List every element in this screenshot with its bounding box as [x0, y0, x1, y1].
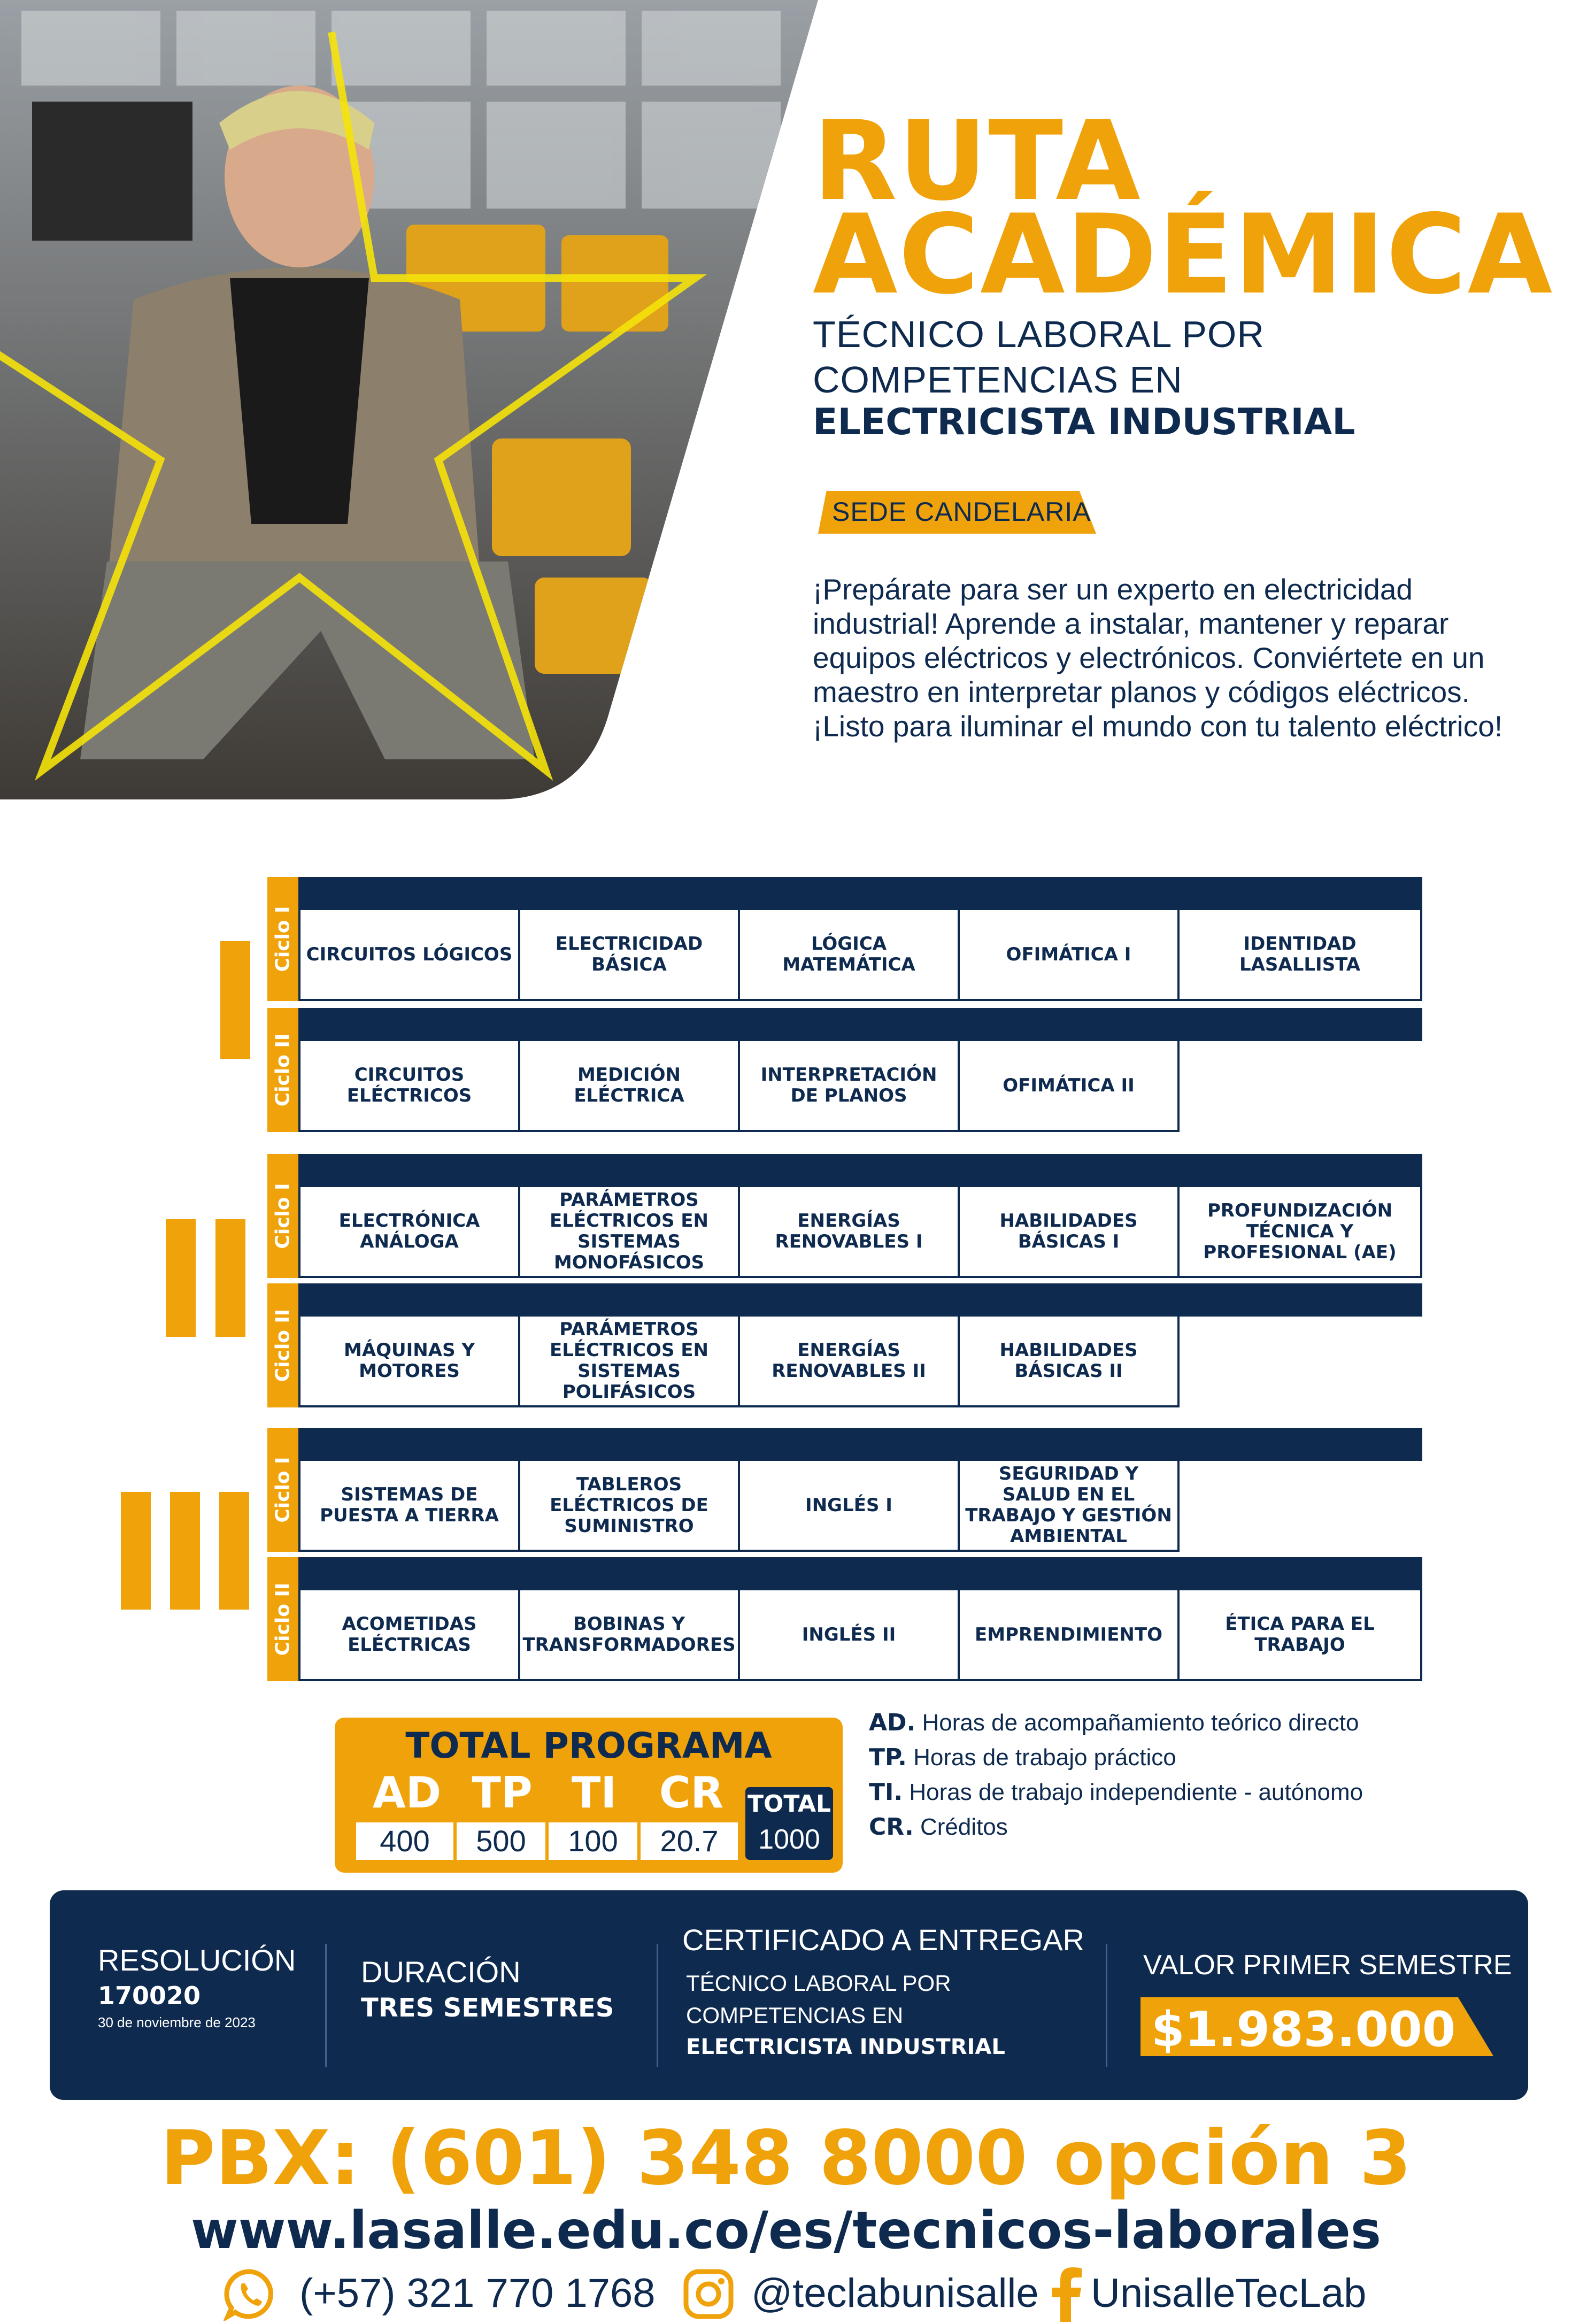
total-label-cr: CR — [659, 1768, 724, 1818]
resolucion-label: RESOLUCIÓN — [98, 1943, 296, 1977]
pbx-phone[interactable]: PBX: (601) 348 8000 opción 3 — [160, 2115, 1412, 2202]
price-value: $1.983.000 — [1151, 2002, 1456, 2058]
course-cell: CIRCUITOS LÓGICOS — [298, 910, 520, 1001]
course-cell: MÁQUINAS Y MOTORES — [298, 1317, 520, 1407]
total-sum-label: TOTAL — [747, 1790, 831, 1818]
resolucion-number: 170020 — [98, 1981, 201, 2010]
course-cell: ACOMETIDAS ELÉCTRICAS — [298, 1590, 520, 1681]
website-link[interactable]: www.lasalle.edu.co/es/tecnicos-laborales — [191, 2200, 1381, 2260]
course-cell: BOBINAS Y TRANSFORMADORES — [518, 1590, 740, 1681]
total-value-ti: 100 — [549, 1822, 637, 1860]
cycle-header-bar — [298, 1154, 1422, 1187]
cycle-header-bar — [298, 1283, 1422, 1317]
semester-2-numeral-bar-1 — [166, 1219, 196, 1337]
legend-ad: AD. Horas de acompañamiento teórico directo — [869, 1709, 1359, 1736]
course-cell: PROFUNDIZACIÓN TÉCNICA Y PROFESIONAL (AE) — [1177, 1187, 1422, 1278]
course-cell: ÉTICA PARA EL TRABAJO — [1177, 1590, 1422, 1681]
certificado-line3: ELECTRICISTA INDUSTRIAL — [686, 2035, 1005, 2059]
cycle-header-bar — [298, 1428, 1422, 1461]
course-cell: INTERPRETACIÓN DE PLANOS — [738, 1041, 960, 1132]
cycle-label: Ciclo I — [267, 1154, 298, 1278]
whatsapp-number[interactable]: (+57) 321 770 1768 — [299, 2271, 656, 2316]
course-cell: SEGURIDAD Y SALUD EN EL TRABAJO Y GESTIÓN AMBIENTAL — [958, 1461, 1180, 1552]
instagram-icon[interactable] — [682, 2267, 735, 2321]
course-cell: LÓGICA MATEMÁTICA — [738, 910, 960, 1001]
course-cell: CIRCUITOS ELÉCTRICOS — [298, 1041, 520, 1132]
cycle-label: Ciclo I — [267, 1428, 298, 1552]
semester-3-numeral-bar-3 — [219, 1492, 249, 1610]
instagram-handle[interactable]: @teclabunisalle — [751, 2271, 1039, 2316]
total-label-ad: AD — [372, 1768, 442, 1818]
course-cell: ELECTRÓNICA ANÁLOGA — [298, 1187, 520, 1278]
semester-3-numeral-bar-1 — [121, 1492, 151, 1610]
legend-cr: CR. Créditos — [869, 1813, 1008, 1841]
sede-label: SEDE CANDELARIA — [832, 497, 1091, 527]
total-heading: TOTAL PROGRAMA — [405, 1725, 772, 1766]
cycle-label: Ciclo II — [267, 1283, 298, 1407]
course-cell: EMPRENDIMIENTO — [958, 1590, 1180, 1681]
info-band — [50, 1890, 1528, 2100]
certificado-line1: TÉCNICO LABORAL POR — [686, 1971, 951, 1996]
course-cell: HABILIDADES BÁSICAS II — [958, 1317, 1180, 1407]
subtitle-line3: ELECTRICISTA INDUSTRIAL — [813, 401, 1355, 443]
cycle-label: Ciclo I — [267, 877, 298, 1001]
subtitle-line2: COMPETENCIAS EN — [813, 359, 1183, 401]
total-value-tp: 500 — [457, 1822, 545, 1860]
title-line1: RUTA — [813, 98, 1142, 225]
total-label-tp: TP — [472, 1768, 533, 1818]
semester-1-numeral — [220, 941, 250, 1059]
cycle-label: Ciclo II — [267, 1008, 298, 1132]
semester-2-numeral-bar-2 — [215, 1219, 245, 1337]
certificado-label: CERTIFICADO A ENTREGAR — [682, 1923, 1084, 1957]
resolucion-date: 30 de noviembre de 2023 — [98, 2014, 256, 2030]
course-cell: PARÁMETROS ELÉCTRICOS EN SISTEMAS POLIFÁSICOS — [518, 1317, 740, 1407]
course-cell: INGLÉS I — [738, 1461, 960, 1552]
total-sum-box — [745, 1787, 833, 1860]
course-cell: INGLÉS II — [738, 1590, 960, 1681]
total-label-ti: TI — [571, 1768, 617, 1818]
hero-photo — [0, 0, 818, 799]
course-cell: HABILIDADES BÁSICAS I — [958, 1187, 1180, 1278]
divider — [325, 1944, 327, 2067]
total-value-ad: 400 — [356, 1822, 453, 1860]
course-cell: PARÁMETROS ELÉCTRICOS EN SISTEMAS MONOFÁSICOS — [518, 1187, 740, 1278]
valor-label: VALOR PRIMER SEMESTRE — [1143, 1950, 1512, 1981]
legend-tp: TP. Horas de trabajo práctico — [869, 1744, 1176, 1771]
sede-badge — [818, 491, 1096, 534]
course-cell: OFIMÁTICA II — [958, 1041, 1180, 1132]
course-cell: TABLEROS ELÉCTRICOS DE SUMINISTRO — [518, 1461, 740, 1552]
course-cell: IDENTIDAD LASALLISTA — [1177, 910, 1422, 1001]
legend-ti: TI. Horas de trabajo independiente - autónomo — [869, 1779, 1363, 1806]
course-cell: SISTEMAS DE PUESTA A TIERRA — [298, 1461, 520, 1552]
course-cell: MEDICIÓN ELÉCTRICA — [518, 1041, 740, 1132]
certificado-line2: COMPETENCIAS EN — [686, 2003, 904, 2028]
cycle-header-bar — [298, 1557, 1422, 1590]
facebook-icon[interactable] — [1051, 2266, 1083, 2322]
semester-3-numeral-bar-2 — [170, 1492, 200, 1610]
course-cell: OFIMÁTICA I — [958, 910, 1180, 1001]
total-value-cr: 20.7 — [641, 1822, 738, 1860]
duracion-label: DURACIÓN — [361, 1955, 521, 1989]
divider — [657, 1944, 658, 2067]
cycle-label: Ciclo II — [267, 1557, 298, 1681]
intro-text: ¡Prepárate para ser un experto en electricidad industrial! Aprende a instalar, mantener y reparar equipos eléctricos y electrónicos. Conviértete en un maestro en interpretar planos y códigos eléctricos. ¡Listo para iluminar el mundo con tu talento eléctrico! — [813, 573, 1503, 743]
duracion-value: TRES SEMESTRES — [361, 1993, 614, 2023]
whatsapp-icon[interactable] — [224, 2267, 277, 2321]
total-programa-box — [335, 1718, 843, 1873]
subtitle-line1: TÉCNICO LABORAL POR — [813, 313, 1265, 355]
course-cell: ELECTRICIDAD BÁSICA — [518, 910, 740, 1001]
facebook-handle[interactable]: UnisalleTecLab — [1091, 2271, 1367, 2316]
total-sum-value: 1000 — [758, 1824, 820, 1855]
course-cell: ENERGÍAS RENOVABLES I — [738, 1187, 960, 1278]
divider — [1106, 1944, 1107, 2067]
title-line2: ACADÉMICA — [813, 191, 1554, 319]
cycle-header-bar — [298, 1008, 1422, 1041]
price-badge — [1141, 1997, 1493, 2056]
course-cell: ENERGÍAS RENOVABLES II — [738, 1317, 960, 1407]
cycle-header-bar — [298, 877, 1422, 910]
